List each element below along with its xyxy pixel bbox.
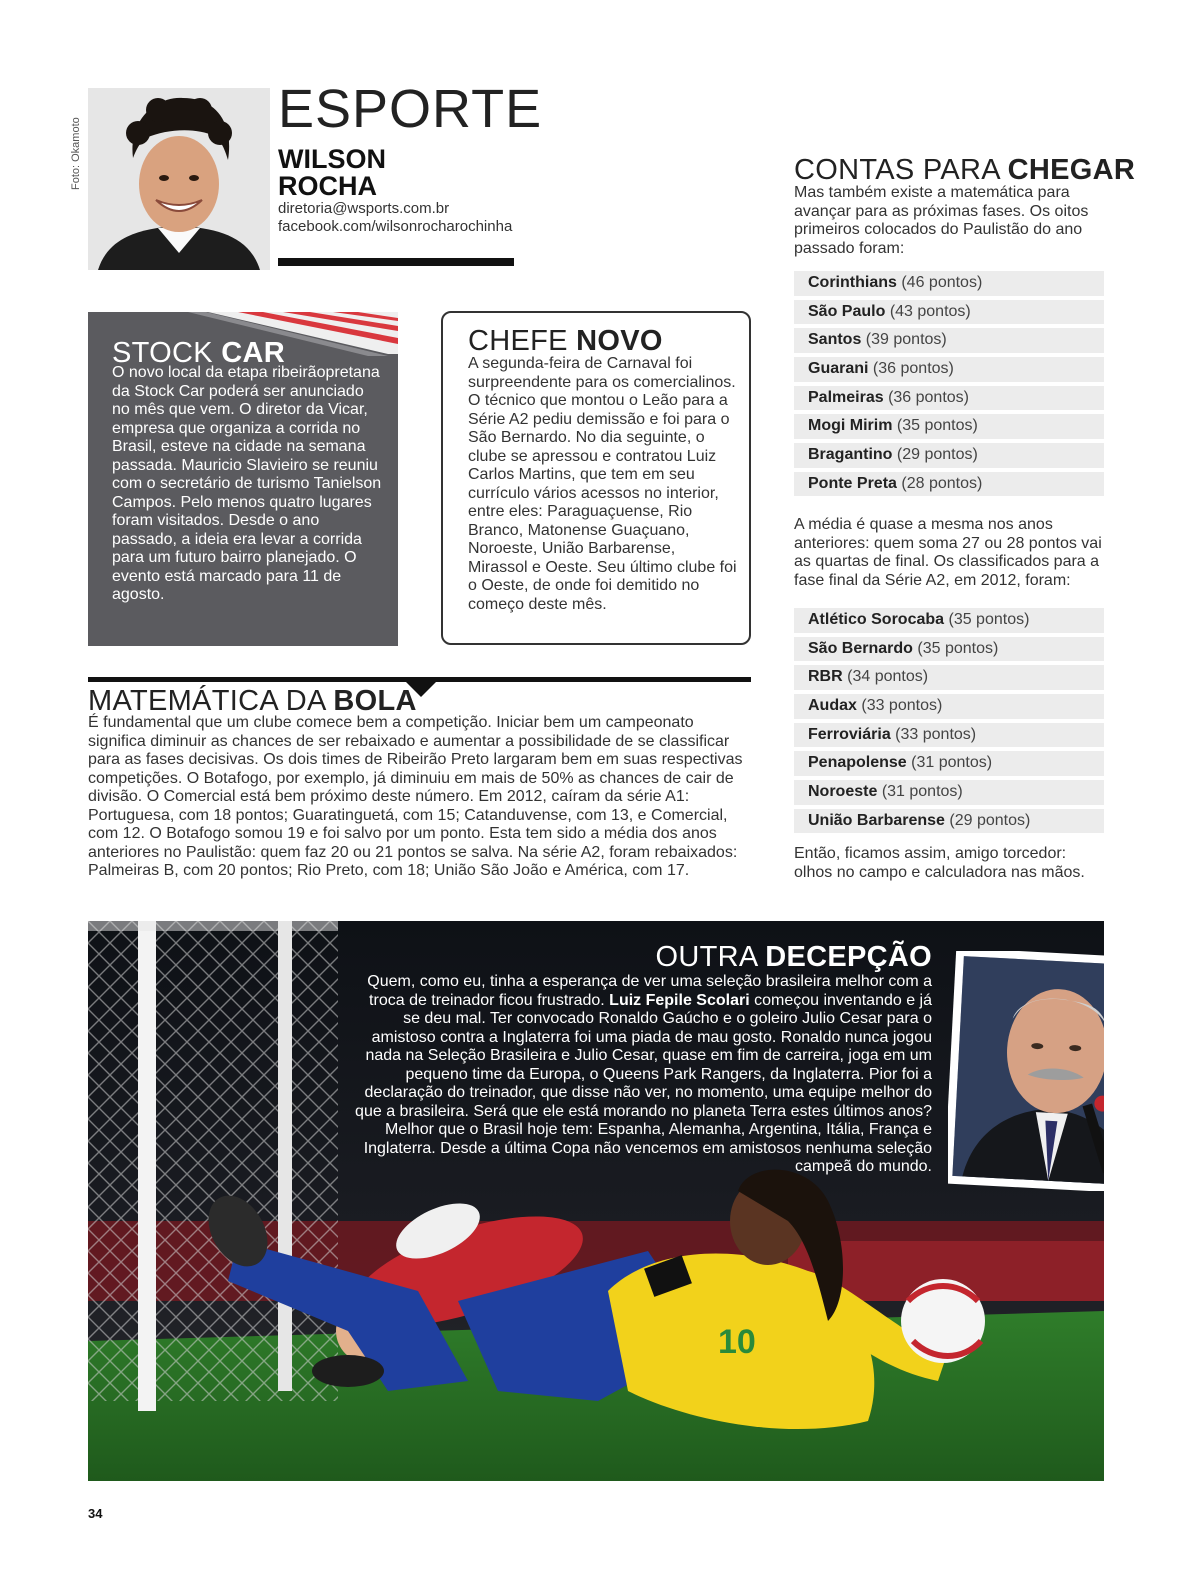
- team-name: São Bernardo: [808, 639, 913, 657]
- team-points: (33 pontos): [895, 725, 977, 743]
- photo-credit: Foto: Okamoto: [70, 117, 82, 190]
- header-rule: [278, 258, 514, 266]
- team-points: (36 pontos): [888, 388, 969, 406]
- outra-decepcao-text-part1: Quem, como eu, tinha a esperança de ver uma seleção brasileira melhor com a troca de treinador ficou frustrado.: [367, 973, 932, 1009]
- standing-row: [794, 472, 1104, 497]
- standing-row: [794, 809, 1104, 834]
- team-points: (35 pontos): [948, 611, 1030, 628]
- team-points: (31 pontos): [911, 754, 993, 772]
- team-name: Ponte Preta: [808, 474, 897, 492]
- outra-decepcao-text-part2: começou inventando e já se deu mal. Ter convocado Ronaldo Gaúcho e o goleiro Julio Cesar para o amistoso contra a Inglaterra foi uma piada de mau gosto. Ronaldo nunca jogou nada na Seleção Brasileira e Julio Cesar, quase em fim de carreira, joga em um pequeno time da Europa, o Queens Park Rangers, da Inglaterra. Pior foi a declaração do treinador, que disse não ver, no momento, uma equipe melhor do que a brasileira. Será que ele está morando no planeta Terra estes últimos anos? Melhor que o Brasil hoje tem: Espanha, Alemanha, Argentina, Itália, França e Inglaterra. Desde a última Copa não vencemos em amistosos nenhuma seleção campeã do mundo.: [355, 991, 932, 1175]
- outra-decepcao-title-light: OUTRA: [655, 941, 766, 973]
- standing-row: [794, 357, 1104, 382]
- standings-list-a1: [794, 271, 1104, 501]
- standing-row: [794, 386, 1104, 411]
- chefe-novo-title: [468, 326, 663, 356]
- stock-car-title-bold: CAR: [221, 337, 285, 369]
- team-name: Audax: [808, 697, 857, 715]
- standing-row: [794, 637, 1104, 662]
- stock-car-text: O novo local da etapa ribeirãopretana da Stock Car poderá ser anunciado no mês que vem. O diretor da Vicar, empresa que organiza a corrida no Brasil, esteve na cidade na semana passada. Mauricio Slavieiro se reuniu com o secretário de turismo Tanielson Campos. Pelo menos quatro lugares foram visitados. Desde o ano passado, a ideia era levar a corrida para um futuro bairro planejado. O evento está marcado para 11 de agosto.: [112, 364, 382, 603]
- team-points: (29 pontos): [896, 446, 978, 464]
- team-points: (46 pontos): [901, 274, 983, 291]
- standing-row: [794, 271, 1104, 296]
- standing-row: [794, 694, 1104, 719]
- team-points: (31 pontos): [881, 783, 963, 801]
- matematica-title: [88, 686, 417, 716]
- matematica-title-light: MATEMÁTICA DA: [88, 685, 334, 717]
- team-points: (35 pontos): [917, 639, 999, 657]
- contas-intro: Mas também existe a matemática para avançar para as próximas fases. Os oitos primeiros colocados do Paulistão do ano passado foram:: [794, 184, 1089, 257]
- outra-decepcao-title-bold: DECEPÇÃO: [765, 941, 932, 973]
- author-portrait-illustration: [88, 88, 270, 270]
- author-name: WILSON ROCHA: [278, 144, 386, 201]
- standing-row: [794, 780, 1104, 805]
- team-name: Guarani: [808, 360, 869, 378]
- matematica-text: É fundamental que um clube comece bem a competição. Iniciar bem um campeonato significa diminuir as chances de ser rebaixado e aumentar a possibilidade de se classificar para as fases decisivas. Os dois times de Ribeirão Preto largaram bem em suas respectivas competições. O Botafogo, por exemplo, já diminuiu em mais de 50% as chances de cair de divisão. O Comercial está bem próximo deste número. Em 2012, caíram da série A1: Portuguesa, com 18 pontos; Guaratinguetá, com 15; Catanduvense, com 13, e Comercial, com 12. O Botafogo somou 19 e foi salvo por um ponto. Esta tem sido a média dos anos anteriores no Paulistão: quem faz 20 ou 21 pontos se salva. Na série A2, foram rebaixados: Palmeiras B, com 20 pontos; Rio Preto, com 18; União São João e América, com 17.: [88, 714, 743, 879]
- standing-row: [794, 723, 1104, 748]
- outra-decepcao-text-bold: Luiz Fepile Scolari: [609, 991, 750, 1009]
- standing-row: [794, 414, 1104, 439]
- chefe-novo-title-light: CHEFE: [468, 325, 577, 357]
- team-points: (39 pontos): [865, 331, 947, 349]
- jersey-number: 10: [718, 1323, 756, 1361]
- team-name: Bragantino: [808, 446, 893, 464]
- team-name: Palmeiras: [808, 388, 884, 406]
- standing-row: [794, 328, 1104, 353]
- team-name: Mogi Mirim: [808, 417, 893, 435]
- standing-row: [794, 608, 1104, 633]
- team-name: Noroeste: [808, 783, 878, 801]
- contas-title-bold: CHEGAR: [1007, 154, 1136, 186]
- author-photo: [88, 88, 270, 270]
- team-name: São Paulo: [808, 302, 886, 320]
- team-name: Santos: [808, 331, 862, 349]
- team-name: Penapolense: [808, 754, 907, 772]
- standings-list-a2: [794, 608, 1104, 838]
- chefe-novo-title-bold: NOVO: [576, 325, 663, 357]
- outra-decepcao-title: [0, 942, 932, 972]
- contas-title: [794, 155, 1135, 185]
- team-points: (29 pontos): [949, 811, 1031, 829]
- scolari-inset-photo: [948, 951, 1104, 1191]
- team-points: (28 pontos): [901, 474, 983, 492]
- team-name: Atlético Sorocaba: [808, 611, 945, 628]
- author-email-link[interactable]: diretoria@wsports.com.br: [278, 200, 450, 217]
- team-name: União Barbarense: [808, 811, 945, 829]
- matematica-title-bold: BOLA: [333, 685, 417, 717]
- team-points: (33 pontos): [861, 697, 943, 715]
- team-points: (43 pontos): [889, 302, 971, 320]
- standing-row: [794, 300, 1104, 325]
- team-points: (34 pontos): [847, 668, 929, 686]
- standing-row: [794, 751, 1104, 776]
- section-title: ESPORTE: [278, 79, 543, 139]
- chefe-novo-text: A segunda-feira de Carnaval foi surpreendente para os comercialinos. O técnico que montou o Leão para a Série A2 pediu demissão e foi para o São Bernardo. No dia seguinte, o clube se apressou e contratou Luiz Carlos Martins, que tem em seu currículo vários acessos no interior, entre eles: Paraguaçuense, Rio Branco, Matonense Guaçuano, Noroeste, União Barbarense, Mirassol e Oeste. Seu último clube foi o Oeste, de onde foi demitido no começo deste mês.: [468, 355, 737, 613]
- team-name: Corinthians: [808, 274, 897, 291]
- team-name: Ferroviária: [808, 725, 891, 743]
- stock-car-title-light: STOCK: [112, 337, 222, 369]
- author-facebook-link[interactable]: facebook.com/wilsonrocharochinha: [278, 218, 513, 235]
- standing-row: [794, 665, 1104, 690]
- team-points: (35 pontos): [896, 417, 978, 435]
- standing-row: [794, 443, 1104, 468]
- outra-decepcao-text: [352, 973, 932, 1177]
- closing-text: Então, ficamos assim, amigo torcedor: olhos no campo e calculadora nas mãos.: [794, 845, 1085, 881]
- contas-title-light: CONTAS PARA: [794, 154, 1008, 186]
- team-name: RBR: [808, 668, 843, 686]
- page-number: 34: [88, 1506, 103, 1521]
- media-text: A média é quase a mesma nos anos anteriores: quem soma 27 ou 28 pontos vai as quartas de final. Os classificados para a fase final da Série A2, em 2012, foram:: [794, 516, 1102, 589]
- team-points: (36 pontos): [872, 360, 954, 378]
